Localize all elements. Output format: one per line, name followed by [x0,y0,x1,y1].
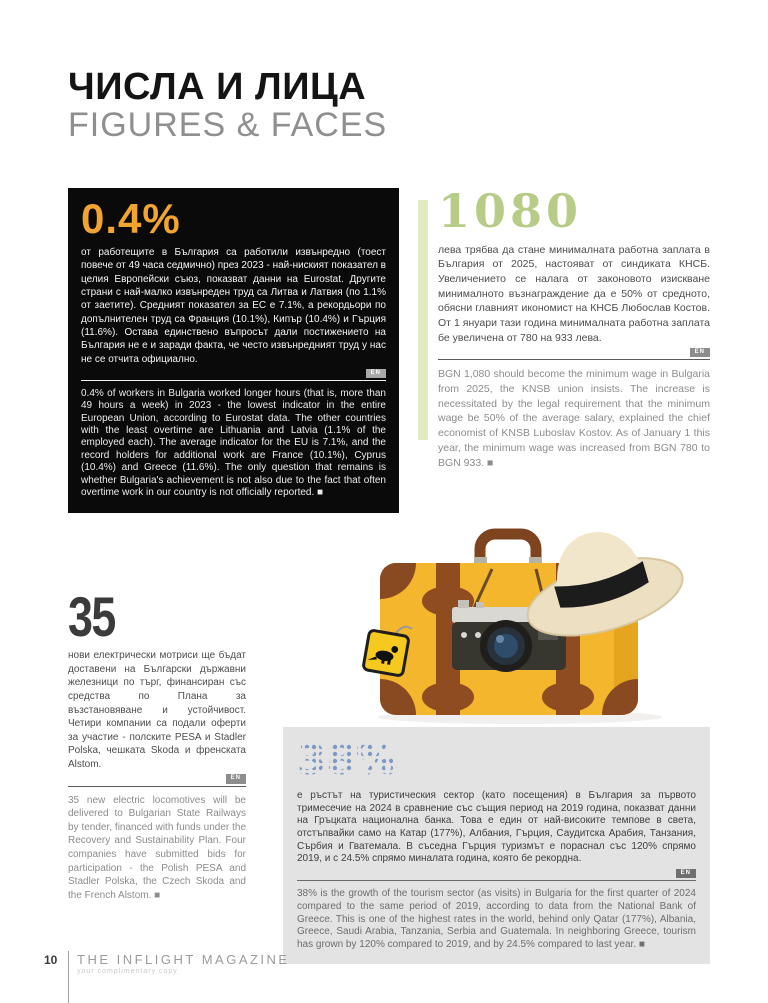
suitcase-camera-hat-illustration [352,505,700,733]
locomotives-text-english: 35 new electric locomotives will be delivered to Bulgarian State Railways by tender, financed with funds under the Recovery and Sustainability Plan. Four companies have submitted bids for participation - the Polish PESA and Stadler Polska, the Czech Skoda and the French Alstom. ■ [68,794,246,901]
language-divider [438,349,710,360]
en-language-badge: EN [676,869,696,878]
page-number: 10 [44,953,58,967]
footer-divider [68,951,69,1003]
tourism-stat-block [283,727,710,964]
overtime-text-english: 0.4% of workers in Bulgaria worked longer hours (that is, more than 49 hours a week) in 2023 - the lowest indicator in the entire European Union, according to Eurostat data. The other countries with the least overtime are Lithuania and Latvia (1.1% of the employed each). The average indicator for the EU is 7.1%, and the record holders for additional work are France (10.1%), Cyprus (10.4%) and Greece (11.6%). The only question that remains is whether Bulgaria's achievement is not also due to the fact that often overtime work in our country is not officially reported. ■ [81,387,386,498]
language-divider [297,870,696,881]
kangaroo-sign-tag [363,630,409,676]
minimum-wage-text-english: BGN 1,080 should become the minimum wage in Bulgaria from 2025, the KNSB union insists. The increase is necessitated by the legal requirement that the minimum wage be 50% of the average salary, explained the chief economist of KNSB Luboslav Kostov. As of January 1 this year, the minimum wage was increased from BGN 780 to BGN 933. ■ [438,368,710,469]
locomotives-stat-value: 35 [68,585,115,648]
tourism-text-bulgarian: е ръстът на туристическия сектор (като посещения) в България за първото тримесечие на 2024 в сравнение със същия период на 2019 година, показват данни на Гръцката национална банка. Това е един от най-високите темпове в света, отстъпвайки само на Катар (177%), Албания, Гърция, Саудитска Арабия, Танзания, Сърбия и Гватемала. В съседна Гърция туризмът е пораснал със 120% спрямо 2019, и с 24.5% спрямо миналата година, която бе рекордна. [297,790,696,865]
minimum-wage-text-bulgarian: лева трябва да стане минималната работна заплата в България от 2025, настояват от синдиката КНСБ. Увеличението се налага от законовото изискване минималното възнаграждение да е 50% от средното, обясни главният икономист на КНСБ Любослав Костов. От 1 януари тази година минималната работна заплата бе увеличена от 780 на 933 лева. [438,243,710,344]
minimum-wage-stat-value: 1080 [438,184,583,238]
magazine-title: THE INFLIGHT MAGAZINE [77,952,290,967]
tourism-stat-value-dotted [297,737,447,781]
language-divider [68,776,246,787]
page-title-english: FIGURES & FACES [68,105,388,144]
magazine-tagline: your complimentary copy [77,968,178,976]
green-accent-bar [418,200,428,440]
footer [77,953,290,975]
en-language-badge: EN [226,774,246,783]
page-title-bulgarian: ЧИСЛА И ЛИЦА [68,66,367,108]
tourism-text-english: 38% is the growth of the tourism sector (as visits) in Bulgaria for the first quarter of 2024 compared to the same period of 2019, according to data from the National Bank of Greece. This is one of the highest rates in the world, behind only Qatar (177%), Albania, Greece, Saudi Arabia, Tanzania, Serbia and Guatemala. In neighboring Greece, tourism has grown by 120% compared to 2019, and by 24.5% compared to last year. ■ [297,888,696,950]
page-title [68,68,387,143]
overtime-stat-block [68,188,399,513]
en-language-badge: EN [690,348,710,357]
tourism-stat-value: 38% [297,737,398,781]
language-divider [81,370,386,381]
overtime-text-bulgarian: от работещите в България са работили извънредно (тоест повече от 49 часа седмично) през 2023 - най-ниският показател в целия Европейски съюз, показват данни на Eurostat. Другите страни с най-малко извънреден труд са Литва и Латвия (по 1.1% от заетите). Средният показател за ЕС е 7.1%, а рекордьори по допълнителен труд са Франция (10.1%), Кипър (10.4%) и Гърция (11.6%). Остава единствено въпросът дали постижението на България не е и заради факта, че често извънредният труд у нас не се отчита официално. [81,247,386,365]
overtime-stat-value: 0.4% [81,195,181,242]
locomotives-stat-block [68,585,246,902]
minimum-wage-stat-block [438,186,710,470]
en-language-badge: EN [366,369,386,378]
locomotives-text-bulgarian: нови електрически мотриси ще бъдат доставени на Български държавни железници по търг, финансиран със средства по Плана за възстановяване и устойчивост. Четири компании са подали оферти за участие - полските PESA и Stadler Polska, чешката Skoda и френската Alstom. [68,650,246,770]
